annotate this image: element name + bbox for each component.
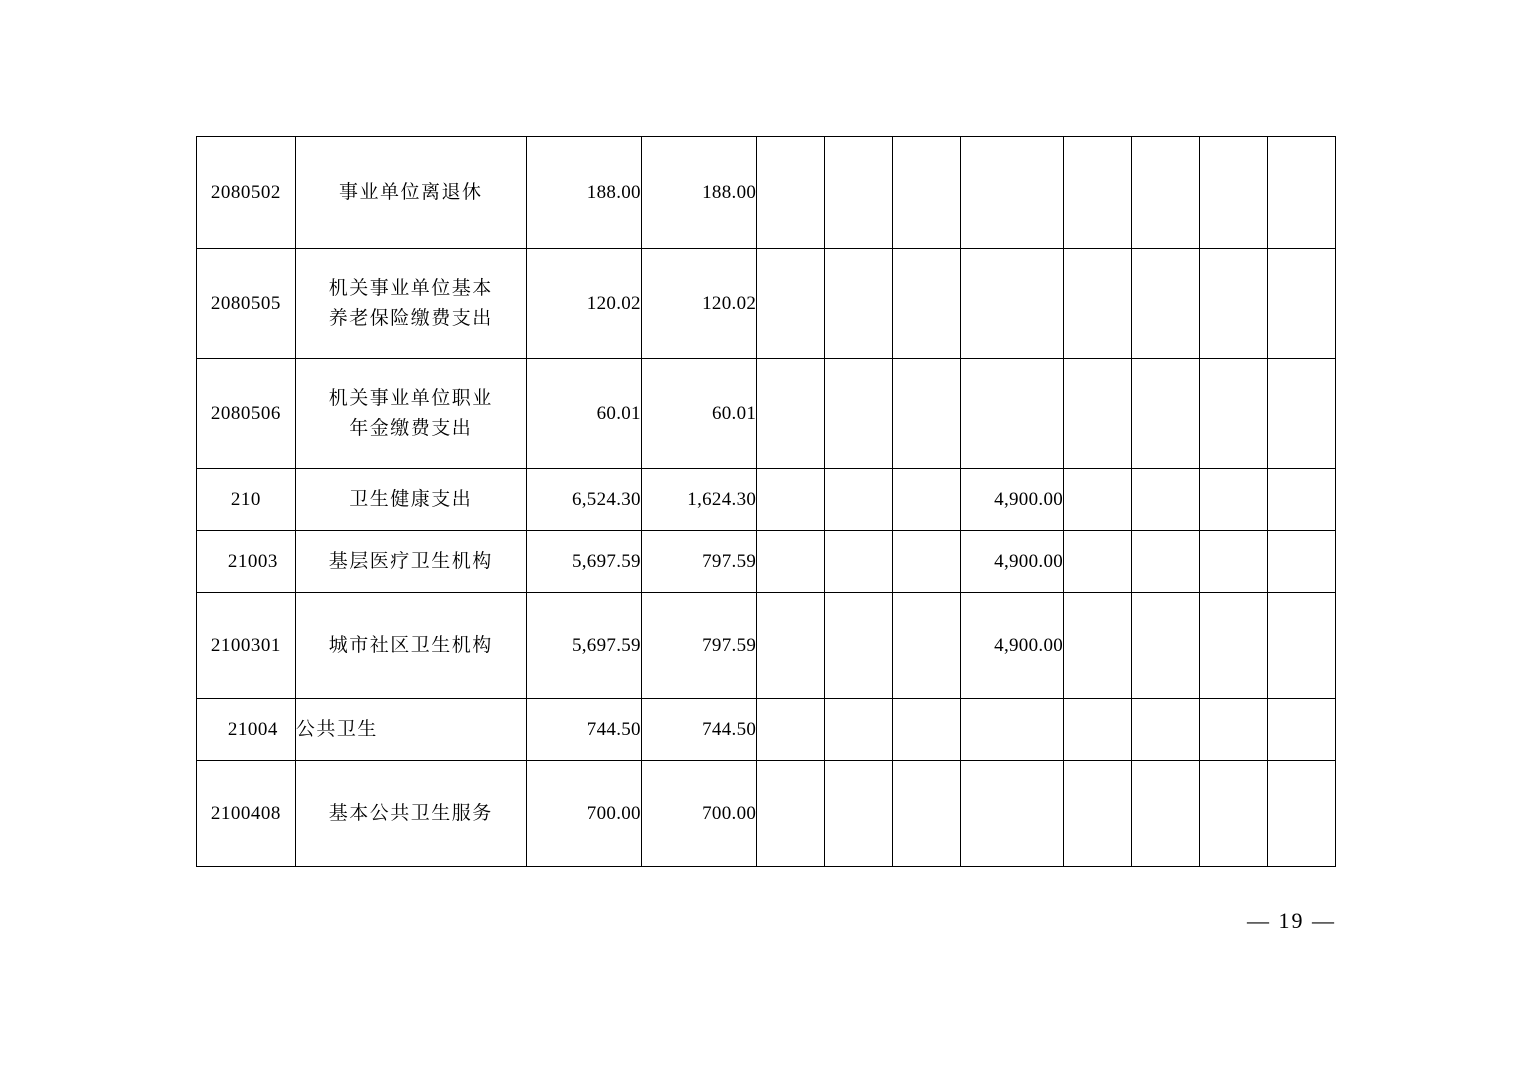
cell-empty bbox=[1200, 761, 1268, 867]
cell-item-name bbox=[295, 593, 526, 699]
cell-empty bbox=[1064, 593, 1132, 699]
cell-budget-code: 21003 bbox=[197, 531, 296, 593]
cell-project-amount: 4,900.00 bbox=[961, 593, 1064, 699]
cell-item-name bbox=[295, 359, 526, 469]
cell-empty bbox=[893, 593, 961, 699]
cell-total-amount: 5,697.59 bbox=[526, 531, 641, 593]
cell-empty bbox=[1267, 469, 1335, 531]
cell-basic-amount: 744.50 bbox=[641, 699, 756, 761]
cell-item-name bbox=[295, 249, 526, 359]
item-name-line: 年金缴费支出 bbox=[349, 417, 473, 439]
cell-item-name bbox=[295, 531, 526, 593]
cell-empty bbox=[757, 699, 825, 761]
cell-budget-code: 2080502 bbox=[197, 137, 296, 249]
cell-empty bbox=[1132, 359, 1200, 469]
item-name-line: 基本公共卫生服务 bbox=[328, 802, 493, 824]
cell-project-amount bbox=[961, 699, 1064, 761]
cell-basic-amount: 1,624.30 bbox=[641, 469, 756, 531]
cell-project-amount: 4,900.00 bbox=[961, 531, 1064, 593]
cell-total-amount: 700.00 bbox=[526, 761, 641, 867]
cell-basic-amount: 120.02 bbox=[641, 249, 756, 359]
cell-empty bbox=[1200, 137, 1268, 249]
cell-project-amount bbox=[961, 359, 1064, 469]
cell-project-amount: 4,900.00 bbox=[961, 469, 1064, 531]
cell-empty bbox=[757, 249, 825, 359]
item-name-line: 机关事业单位基本 bbox=[328, 278, 493, 300]
cell-project-amount bbox=[961, 137, 1064, 249]
cell-empty bbox=[1064, 469, 1132, 531]
cell-empty bbox=[1064, 249, 1132, 359]
cell-empty bbox=[825, 137, 893, 249]
cell-empty bbox=[893, 469, 961, 531]
cell-empty bbox=[1064, 761, 1132, 867]
cell-empty bbox=[893, 137, 961, 249]
cell-empty bbox=[1267, 593, 1335, 699]
cell-project-amount bbox=[961, 249, 1064, 359]
cell-empty bbox=[1132, 699, 1200, 761]
cell-total-amount: 188.00 bbox=[526, 137, 641, 249]
cell-empty bbox=[1064, 699, 1132, 761]
table-body bbox=[197, 137, 1336, 867]
cell-empty bbox=[1267, 359, 1335, 469]
cell-empty bbox=[825, 359, 893, 469]
cell-item-name bbox=[295, 469, 526, 531]
cell-budget-code: 2100301 bbox=[197, 593, 296, 699]
cell-empty bbox=[757, 137, 825, 249]
cell-basic-amount: 797.59 bbox=[641, 531, 756, 593]
cell-empty bbox=[1200, 469, 1268, 531]
cell-empty bbox=[1200, 699, 1268, 761]
table-row bbox=[197, 137, 1336, 249]
page-number: — 19 — bbox=[1247, 908, 1336, 933]
item-name-line: 卫生健康支出 bbox=[349, 488, 473, 510]
cell-empty bbox=[825, 249, 893, 359]
cell-empty bbox=[1132, 593, 1200, 699]
cell-item-name bbox=[295, 761, 526, 867]
cell-empty bbox=[1064, 137, 1132, 249]
cell-empty bbox=[1132, 761, 1200, 867]
table-row bbox=[197, 699, 1336, 761]
table-row bbox=[197, 249, 1336, 359]
cell-empty bbox=[825, 593, 893, 699]
cell-empty bbox=[757, 469, 825, 531]
table-row bbox=[197, 359, 1336, 469]
cell-empty bbox=[757, 359, 825, 469]
item-name-line: 养老保险缴费支出 bbox=[328, 307, 493, 329]
cell-empty bbox=[1200, 531, 1268, 593]
cell-item-name bbox=[295, 699, 526, 761]
cell-empty bbox=[825, 761, 893, 867]
cell-empty bbox=[1267, 761, 1335, 867]
cell-basic-amount: 700.00 bbox=[641, 761, 756, 867]
cell-budget-code: 2100408 bbox=[197, 761, 296, 867]
cell-empty bbox=[757, 531, 825, 593]
cell-total-amount: 60.01 bbox=[526, 359, 641, 469]
budget-expenditure-table bbox=[196, 136, 1336, 867]
cell-empty bbox=[825, 531, 893, 593]
cell-item-name bbox=[295, 137, 526, 249]
table-row bbox=[197, 593, 1336, 699]
cell-empty bbox=[1200, 249, 1268, 359]
cell-empty bbox=[1132, 137, 1200, 249]
cell-empty bbox=[893, 761, 961, 867]
cell-empty bbox=[893, 359, 961, 469]
cell-empty bbox=[1132, 469, 1200, 531]
item-name-line: 机关事业单位职业 bbox=[328, 388, 493, 410]
cell-empty bbox=[1200, 359, 1268, 469]
item-name-line: 基层医疗卫生机构 bbox=[328, 550, 493, 572]
cell-empty bbox=[1200, 593, 1268, 699]
cell-basic-amount: 188.00 bbox=[641, 137, 756, 249]
cell-budget-code: 2080506 bbox=[197, 359, 296, 469]
table-row bbox=[197, 531, 1336, 593]
item-name-line: 城市社区卫生机构 bbox=[328, 634, 493, 656]
cell-empty bbox=[1064, 359, 1132, 469]
cell-total-amount: 120.02 bbox=[526, 249, 641, 359]
cell-empty bbox=[1267, 137, 1335, 249]
cell-empty bbox=[825, 469, 893, 531]
cell-empty bbox=[757, 761, 825, 867]
cell-empty bbox=[1064, 531, 1132, 593]
table-row bbox=[197, 761, 1336, 867]
table-row bbox=[197, 469, 1336, 531]
cell-basic-amount: 60.01 bbox=[641, 359, 756, 469]
cell-empty bbox=[825, 699, 893, 761]
cell-empty bbox=[893, 249, 961, 359]
cell-basic-amount: 797.59 bbox=[641, 593, 756, 699]
cell-project-amount bbox=[961, 761, 1064, 867]
cell-total-amount: 5,697.59 bbox=[526, 593, 641, 699]
cell-total-amount: 744.50 bbox=[526, 699, 641, 761]
cell-empty bbox=[1267, 699, 1335, 761]
cell-empty bbox=[893, 531, 961, 593]
cell-total-amount: 6,524.30 bbox=[526, 469, 641, 531]
cell-empty bbox=[1267, 249, 1335, 359]
cell-empty bbox=[893, 699, 961, 761]
cell-empty bbox=[1267, 531, 1335, 593]
item-name-line: 公共卫生 bbox=[295, 718, 378, 740]
cell-budget-code: 2080505 bbox=[197, 249, 296, 359]
cell-empty bbox=[1132, 531, 1200, 593]
cell-empty bbox=[1132, 249, 1200, 359]
cell-budget-code: 210 bbox=[197, 469, 296, 531]
cell-budget-code: 21004 bbox=[197, 699, 296, 761]
cell-empty bbox=[757, 593, 825, 699]
item-name-line: 事业单位离退休 bbox=[338, 181, 483, 203]
